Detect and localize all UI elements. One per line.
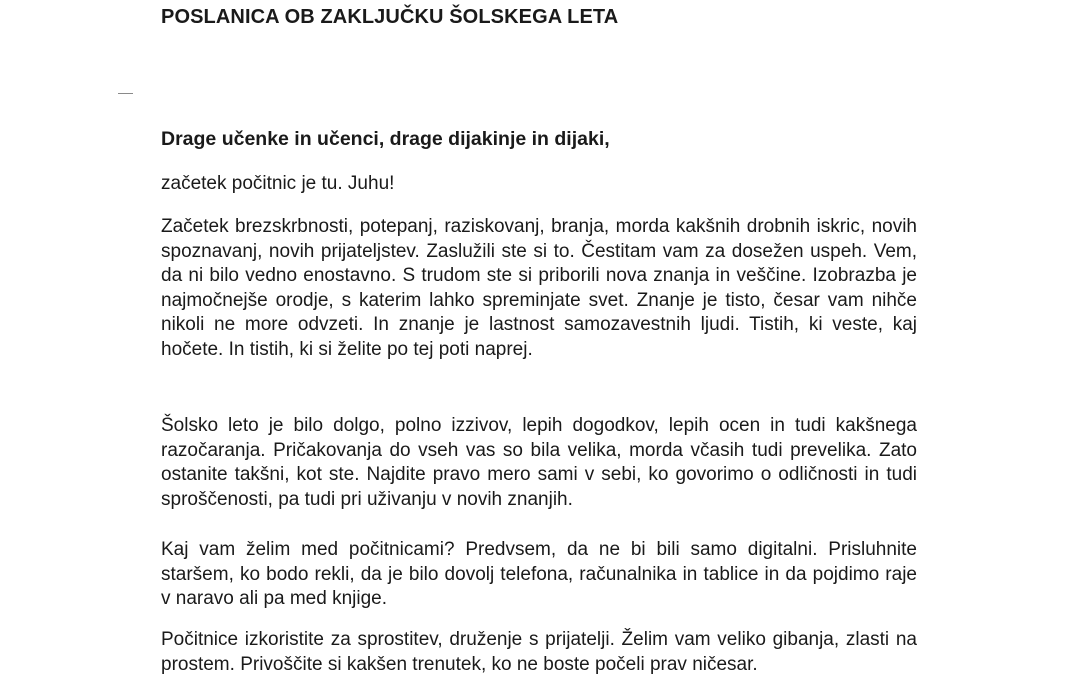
opening-line: začetek počitnic je tu. Juhu! — [161, 173, 395, 194]
paragraph-4: Počitnice izkoristite za sprostitev, druženje s prijatelji. Želim vam veliko gibanja, zlasti na prostem. Privoščite si kakšen trenutek, ko ne boste počeli prav ničesar. — [161, 629, 917, 675]
margin-mark — [118, 93, 133, 94]
paragraph-2: Šolsko leto je bilo dolgo, polno izzivov, lepih dogodkov, lepih ocen in tudi kakšnega razočaranja. Pričakovanja do vseh vas so bila velika, morda včasih tudi prevelika. Zato ostanite takšni, kot ste. Najdite pravo mero sami v sebi, ko govorimo o odličnosti in tudi sproščenosti, pa tudi pri uživanju v novih znanjih. — [161, 415, 917, 510]
salutation: Drage učenke in učenci, drage dijakinje in dijaki, — [161, 128, 610, 150]
document-title: POSLANICA OB ZAKLJUČKU ŠOLSKEGA LETA — [161, 6, 619, 28]
paragraph-1: Začetek brezskrbnosti, potepanj, raziskovanj, branja, morda kakšnih drobnih iskric, novih spoznavanj, novih prijateljstev. Zaslužili ste si to. Čestitam vam za dosežen uspeh. Vem, da ni bilo vedno enostavno. S trudom ste si priborili nova znanja in veščine. Izobrazba je najmočnejše orodje, s katerim lahko spreminjate svet. Znanje je tisto, česar vam nihče nikoli ne more odvzeti. In znanje je lastnost samozavestnih ljudi. Tistih, ki veste, kaj hočete. In tistih, ki si želite po tej poti naprej. — [161, 216, 917, 360]
paragraph-3: Kaj vam želim med počitnicami? Predvsem, da ne bi bili samo digitalni. Prisluhnite staršem, ko bodo rekli, da je bilo dovolj telefona, računalnika in tablice in da pojdimo raje v naravo ali pa med knjige. — [161, 539, 917, 610]
